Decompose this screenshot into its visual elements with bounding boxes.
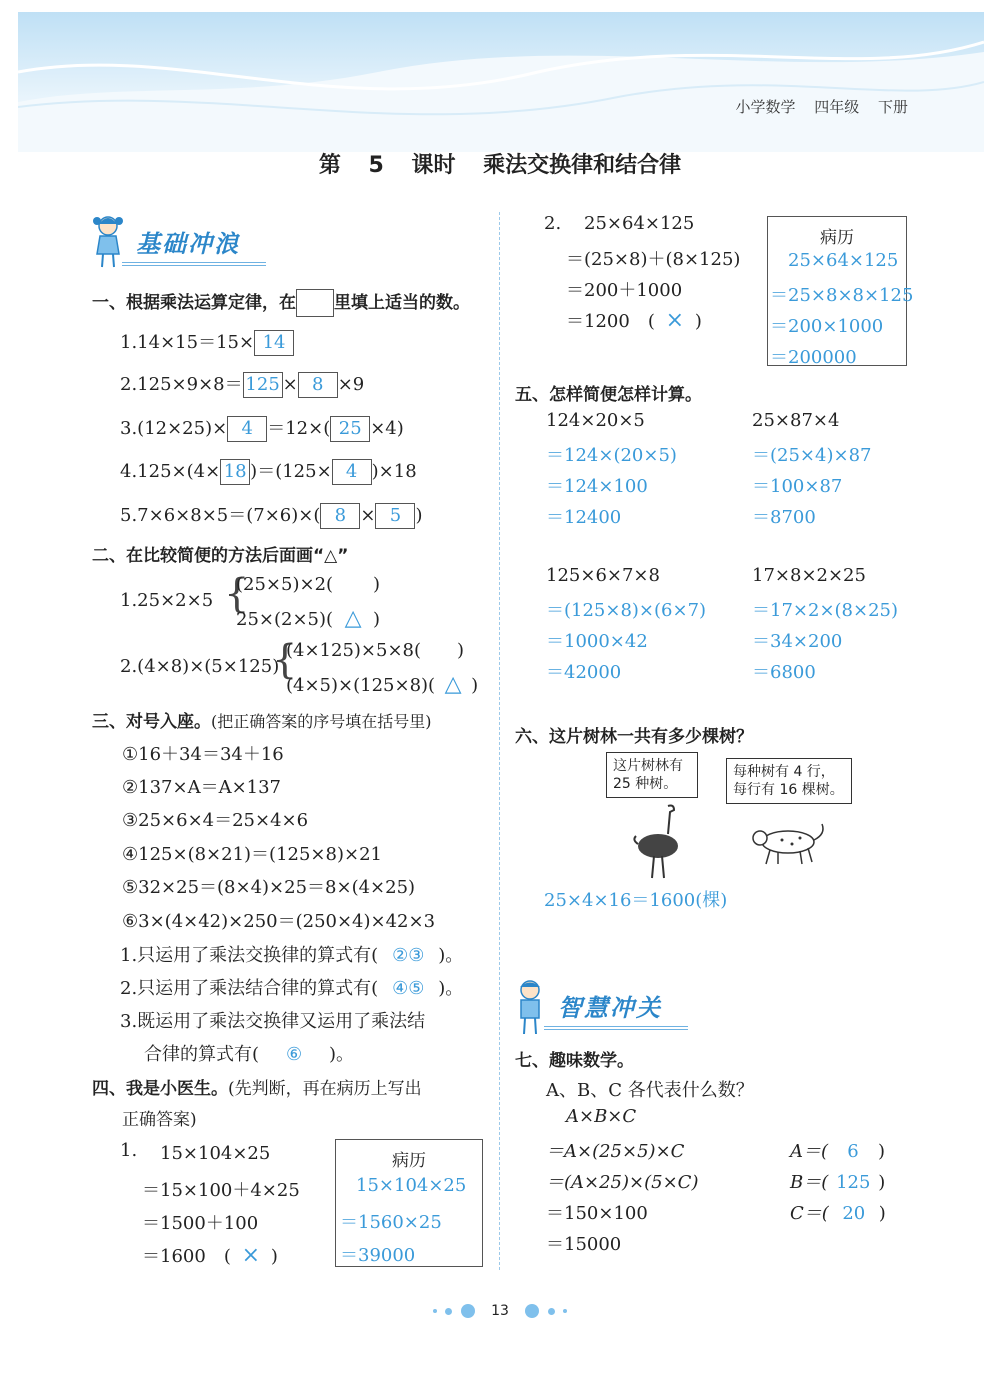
- s5-step: ＝100×87: [752, 476, 843, 497]
- s3-q3-text2: 合律的算式有(: [144, 1044, 260, 1065]
- s4-heading-row: [92, 1074, 422, 1099]
- s3-q1: [120, 941, 463, 967]
- bubble-1-line: 25 种树。: [613, 776, 678, 792]
- header-banner: [18, 12, 984, 152]
- s4-p2-line: ＝1200 ( × ): [566, 308, 702, 333]
- record-1-line: 15×104×25: [356, 1175, 467, 1196]
- s3-q3-line1: 3.既运用了乘法交换律又运用了乘法结: [120, 1011, 426, 1032]
- s4-p2-num: 2.: [544, 213, 562, 234]
- s5-problem: 124×20×5: [546, 410, 645, 431]
- s3-item: ⑥3×(4×42)×250＝(250×4)×42×3: [122, 911, 436, 932]
- s1-line-3: [120, 414, 404, 442]
- s3-q3-end: )。: [329, 1044, 355, 1065]
- s1-line-4-text: 4.125×(4×: [120, 461, 221, 482]
- s5-problem: 17×8×2×25: [752, 565, 866, 586]
- s5-step: ＝12400: [546, 507, 622, 528]
- var-a-label: A＝(: [790, 1141, 829, 1162]
- var-a-value[interactable]: 6: [847, 1141, 859, 1162]
- s5-step: ＝6800: [752, 662, 816, 683]
- s5-step: ＝8700: [752, 507, 816, 528]
- column-divider: [499, 212, 500, 1270]
- s5-problem: 125×6×7×8: [546, 565, 660, 586]
- s2-heading: 二、在比较简便的方法后面画“△”: [92, 546, 349, 566]
- s3-item: ⑤32×25＝(8×4)×25＝8×(4×25): [122, 877, 416, 898]
- answer-box[interactable]: 4: [332, 459, 372, 485]
- s3-q3-answer[interactable]: ⑥: [285, 1044, 303, 1065]
- s1-line-5: [120, 501, 423, 529]
- bubble-2-line: 每种树有 4 行，: [733, 764, 835, 780]
- s7-var-b: [790, 1168, 885, 1194]
- badge-underline: [122, 262, 266, 266]
- s4-p1-num: 1.: [120, 1140, 138, 1161]
- page-title: 第 5 课时 乘法交换律和结合律: [318, 153, 682, 178]
- speech-bubble-2: [726, 758, 852, 804]
- s3-q2-text: 2.只运用了乘法结合律的算式有(: [120, 978, 379, 999]
- record-2-line: ＝200000: [770, 347, 857, 368]
- speech-bubble-1: [606, 752, 698, 798]
- s1-line-5-end: ): [415, 505, 423, 526]
- s3-q1-end: )。: [438, 945, 464, 966]
- s5-heading: 五、怎样简便怎样计算。: [515, 385, 702, 405]
- s3-q2: [120, 974, 463, 1000]
- boy-mascot-icon: [510, 976, 550, 1041]
- s1-line-2: [120, 370, 364, 398]
- answer-box[interactable]: 5: [375, 503, 415, 529]
- s1-line-4-end: )×18: [371, 461, 417, 482]
- s1-line-2-mid: ×: [282, 374, 298, 395]
- s3-heading: 三、对号入座。: [92, 712, 211, 732]
- var-b-value[interactable]: 125: [836, 1172, 871, 1193]
- s4-p1-result: ＝1600: [142, 1246, 206, 1267]
- var-a-end: ): [878, 1141, 886, 1162]
- s4-p2-line: 25×64×125: [584, 213, 695, 234]
- s3-item: ②137×A＝A×137: [122, 777, 282, 798]
- s3-item: ③25×6×4＝25×4×6: [122, 810, 309, 831]
- record-title: 病历: [392, 1151, 426, 1171]
- answer-box[interactable]: 125: [243, 372, 283, 398]
- record-2-line: ＝200×1000: [770, 316, 884, 337]
- s4-p1-line: ＝1600 ( × ): [142, 1243, 278, 1268]
- s4-p1-line: 15×104×25: [160, 1143, 271, 1164]
- s3-item: ④125×(8×21)＝(125×8)×21: [122, 844, 382, 865]
- badge-basic: 基础冲浪: [136, 230, 240, 258]
- s1-line-2-text: 2.125×9×8＝: [120, 374, 243, 395]
- s7-var-c: [790, 1199, 886, 1225]
- series-label: 小学数学 四年级 下册: [735, 98, 908, 116]
- s3-q3-line2: [144, 1040, 354, 1066]
- wrong-mark-icon[interactable]: ×: [241, 1243, 261, 1268]
- s1-line-4: [120, 457, 417, 485]
- s2-q2-b-text: (4×5)×(125×8)(: [286, 675, 436, 696]
- s3-q1-answer[interactable]: ②③: [392, 945, 425, 966]
- s1-heading-b: 里填上适当的数。: [334, 293, 470, 313]
- dot-icon: [548, 1308, 555, 1315]
- badge-underline: [544, 1026, 688, 1030]
- s4-note1: (先判断，再在病历上写出: [228, 1079, 422, 1099]
- s2-q2-a: [286, 640, 464, 661]
- s1-heading: [92, 288, 470, 317]
- s3-heading-row: [92, 707, 432, 732]
- s1-line-3-text: 3.(12×25)×: [120, 418, 228, 439]
- answer-box[interactable]: 14: [254, 330, 294, 356]
- var-b-end: ): [878, 1172, 886, 1193]
- bubble-1-line: 这片树林有: [613, 758, 683, 774]
- dot-icon: [525, 1304, 539, 1318]
- s2-q2-b-answer[interactable]: △: [444, 672, 462, 697]
- brace-icon: {: [272, 637, 298, 683]
- s7-var-a: [790, 1137, 885, 1163]
- s6-answer: 25×4×16＝1600(棵): [544, 890, 728, 911]
- s5-step: ＝42000: [546, 662, 622, 683]
- s2-q1-a-text: (25×5)×2(: [236, 574, 334, 595]
- answer-box[interactable]: 25: [330, 416, 370, 442]
- s7-work: ＝150×100: [546, 1203, 648, 1224]
- s3-q2-end: )。: [438, 978, 464, 999]
- page-footer: [0, 1303, 1000, 1319]
- s7-prompt: A、B、C 各代表什么数？: [546, 1080, 754, 1101]
- answer-box[interactable]: 8: [298, 372, 338, 398]
- s3-q2-answer[interactable]: ④⑤: [392, 978, 425, 999]
- s5-step: ＝(125×8)×(6×7): [546, 600, 707, 621]
- s7-work: ＝A×(25×5)×C: [546, 1141, 685, 1162]
- record-title: 病历: [820, 228, 854, 248]
- s5-step: ＝1000×42: [546, 631, 648, 652]
- s2-q1-b-end: ): [373, 609, 381, 630]
- s5-step: ＝(25×4)×87: [752, 445, 872, 466]
- heading-box: [296, 289, 334, 317]
- s1-line-3-end: ×4): [370, 418, 404, 439]
- s2-q2-a-end: ): [457, 640, 465, 661]
- dot-icon: [445, 1308, 452, 1315]
- record-2-line: ＝25×8×8×125: [770, 285, 914, 306]
- s5-step: ＝34×200: [752, 631, 843, 652]
- s2-q1-a: [236, 574, 380, 595]
- dot-icon: [461, 1304, 475, 1318]
- dot-icon: [563, 1309, 567, 1313]
- wrong-mark-icon[interactable]: ×: [665, 308, 685, 333]
- var-c-end: ): [878, 1203, 886, 1224]
- s4-p2-line: ＝200＋1000: [566, 280, 683, 301]
- s5-step: ＝124×100: [546, 476, 648, 497]
- s2-q1-b-answer[interactable]: △: [344, 606, 362, 631]
- s7-heading: 七、趣味数学。: [515, 1051, 634, 1071]
- s1-line-5-mid: ×: [360, 505, 376, 526]
- s7-work: A×B×C: [566, 1106, 637, 1127]
- s4-p2-line: ＝(25×8)＋(8×125): [566, 249, 741, 270]
- s2-q1-b-text: 25×(2×5)(: [236, 609, 334, 630]
- bubble-2-line: 每行有 16 棵树。: [733, 782, 844, 798]
- s2-q1-b: [236, 606, 380, 631]
- page-number: 13: [491, 1303, 509, 1319]
- s1-line-1: [120, 328, 294, 356]
- s2-q1-lead: 1.25×2×5: [120, 590, 214, 611]
- s2-q2-a-text: (4×125)×5×8(: [286, 640, 422, 661]
- s4-p2-result: ＝1200: [566, 311, 630, 332]
- leopard-icon: [750, 820, 830, 873]
- s4-p1-line: ＝15×100＋4×25: [142, 1180, 300, 1201]
- var-c-value[interactable]: 20: [842, 1203, 866, 1224]
- s1-heading-a: 一、根据乘法运算定律，在: [92, 293, 296, 313]
- s4-heading: 四、我是小医生。: [92, 1079, 228, 1099]
- badge-wisdom: 智慧冲关: [558, 994, 662, 1022]
- s1-line-4-mid: )＝(125×: [250, 461, 332, 482]
- s5-step: ＝124×(20×5): [546, 445, 677, 466]
- s2-q2-b-end: ): [471, 675, 479, 696]
- s7-work: ＝(A×25)×(5×C): [546, 1172, 699, 1193]
- s1-line-3-mid: ＝12×(: [267, 418, 331, 439]
- s1-line-2-end: ×9: [337, 374, 365, 395]
- s4-note2: 正确答案): [122, 1110, 197, 1130]
- s4-p1-line: ＝1500＋100: [142, 1213, 259, 1234]
- s2-q2-lead: 2.(4×8)×(5×125): [120, 656, 280, 677]
- s5-step: ＝17×2×(8×25): [752, 600, 899, 621]
- record-2-line: 25×64×125: [788, 250, 899, 271]
- s6-heading: 六、这片树林一共有多少棵树？: [515, 727, 753, 747]
- s2-q2-b: [286, 672, 478, 697]
- s2-q1-a-end: ): [373, 574, 381, 595]
- var-b-label: B＝(: [790, 1172, 829, 1193]
- s3-note: (把正确答案的序号填在括号里): [211, 712, 432, 731]
- answer-box[interactable]: 8: [320, 503, 360, 529]
- s3-item: ①16＋34＝34＋16: [122, 744, 284, 765]
- ostrich-icon: [628, 800, 688, 885]
- answer-box[interactable]: 4: [227, 416, 267, 442]
- brace-icon: {: [224, 571, 250, 617]
- answer-box[interactable]: 18: [220, 459, 250, 485]
- s1-line-5-text: 5.7×6×8×5＝(7×6)×(: [120, 505, 321, 526]
- record-1-line: ＝1560×25: [340, 1212, 442, 1233]
- s3-q1-text: 1.只运用了乘法交换律的算式有(: [120, 945, 379, 966]
- s1-line-1-text: 1.14×15＝15×: [120, 332, 255, 353]
- s7-work: ＝15000: [546, 1234, 622, 1255]
- s5-problem: 25×87×4: [752, 410, 840, 431]
- var-c-label: C＝(: [790, 1203, 829, 1224]
- dot-icon: [433, 1309, 437, 1313]
- record-1-line: ＝39000: [340, 1245, 416, 1266]
